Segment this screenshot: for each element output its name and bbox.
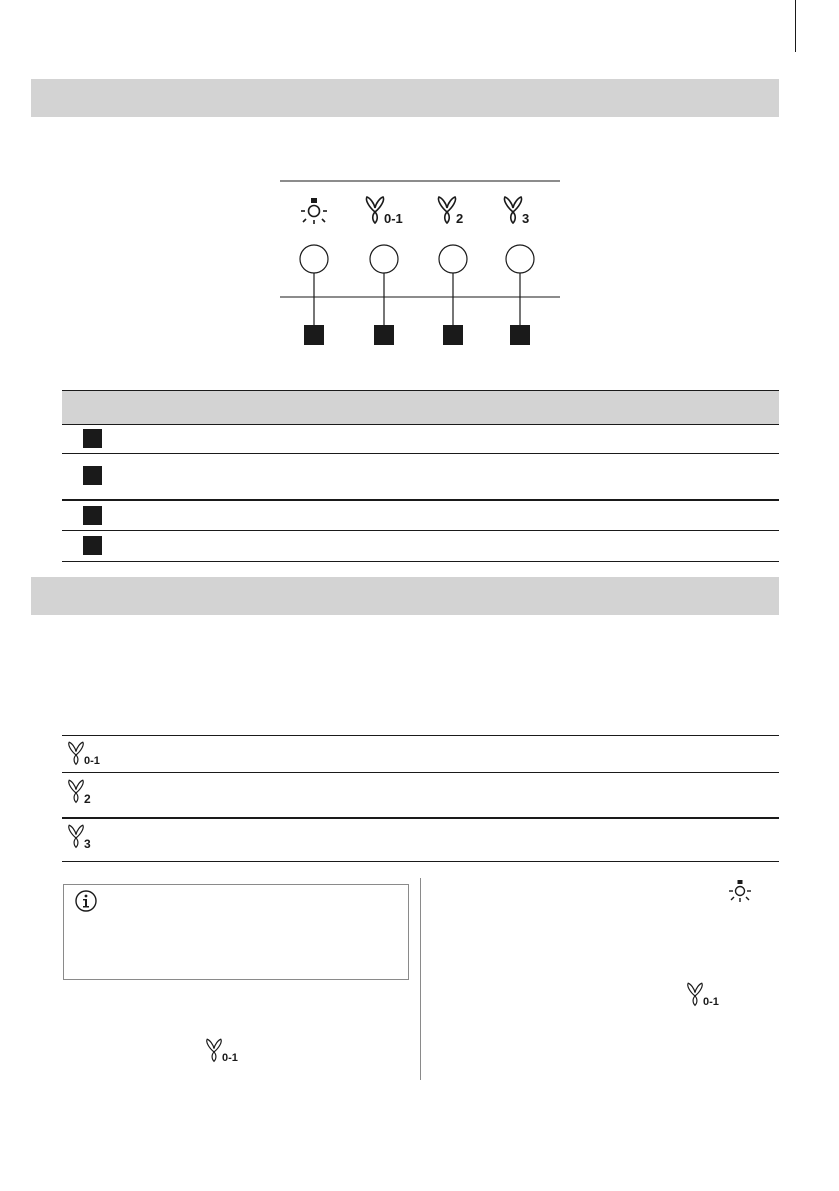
- fan-icon: [683, 981, 727, 1007]
- light-icon: [301, 198, 327, 224]
- column-divider: [420, 878, 421, 1080]
- callout-box: [83, 506, 102, 525]
- speed-row: [62, 823, 779, 859]
- fan-speed-2-button[interactable]: [439, 245, 467, 273]
- table-row: [62, 424, 779, 454]
- table-rule: [62, 861, 779, 862]
- fan-speed-label: 0-1: [384, 211, 403, 226]
- svg-text:3: 3: [84, 837, 91, 851]
- callout-box: [443, 325, 463, 345]
- table-row: [62, 501, 779, 531]
- speed-row: [62, 740, 779, 770]
- svg-text:2: 2: [84, 792, 91, 806]
- table-header: [62, 390, 779, 425]
- svg-text:0-1: 0-1: [84, 755, 100, 766]
- light-icon: [727, 878, 753, 904]
- callout-box: [83, 466, 102, 485]
- control-panel-diagram: [280, 178, 566, 358]
- svg-text:0-1: 0-1: [222, 1052, 238, 1063]
- fan-speed-label: 2: [456, 211, 464, 226]
- fan-icon: [504, 197, 521, 223]
- fan-speed-3-button[interactable]: [506, 245, 534, 273]
- fan-speed-0-1-button[interactable]: [370, 245, 398, 273]
- fan-icon: [366, 197, 383, 223]
- table-rule: [62, 817, 779, 819]
- table-rule: [62, 735, 779, 736]
- section-header-bar: [31, 577, 779, 615]
- section-header-bar: [31, 79, 779, 117]
- table-row: [62, 531, 779, 562]
- fan-icon: [202, 1037, 246, 1063]
- callout-box: [374, 325, 394, 345]
- table-rule: [62, 772, 779, 773]
- info-icon: [74, 889, 98, 913]
- info-note-box: [63, 884, 409, 980]
- callout-box: [83, 429, 102, 448]
- speed-row: [62, 778, 779, 816]
- svg-text:0-1: 0-1: [703, 996, 719, 1007]
- fan-icon: [64, 823, 108, 851]
- table-row: [62, 454, 779, 501]
- light-button[interactable]: [300, 245, 328, 273]
- callout-box: [304, 325, 324, 345]
- callout-box: [510, 325, 530, 345]
- crop-mark: [795, 0, 796, 52]
- fan-icon: [438, 197, 455, 223]
- fan-icon: [64, 740, 108, 766]
- fan-icon: [64, 778, 108, 806]
- fan-speed-label: 3: [522, 211, 530, 226]
- callout-box: [83, 536, 102, 555]
